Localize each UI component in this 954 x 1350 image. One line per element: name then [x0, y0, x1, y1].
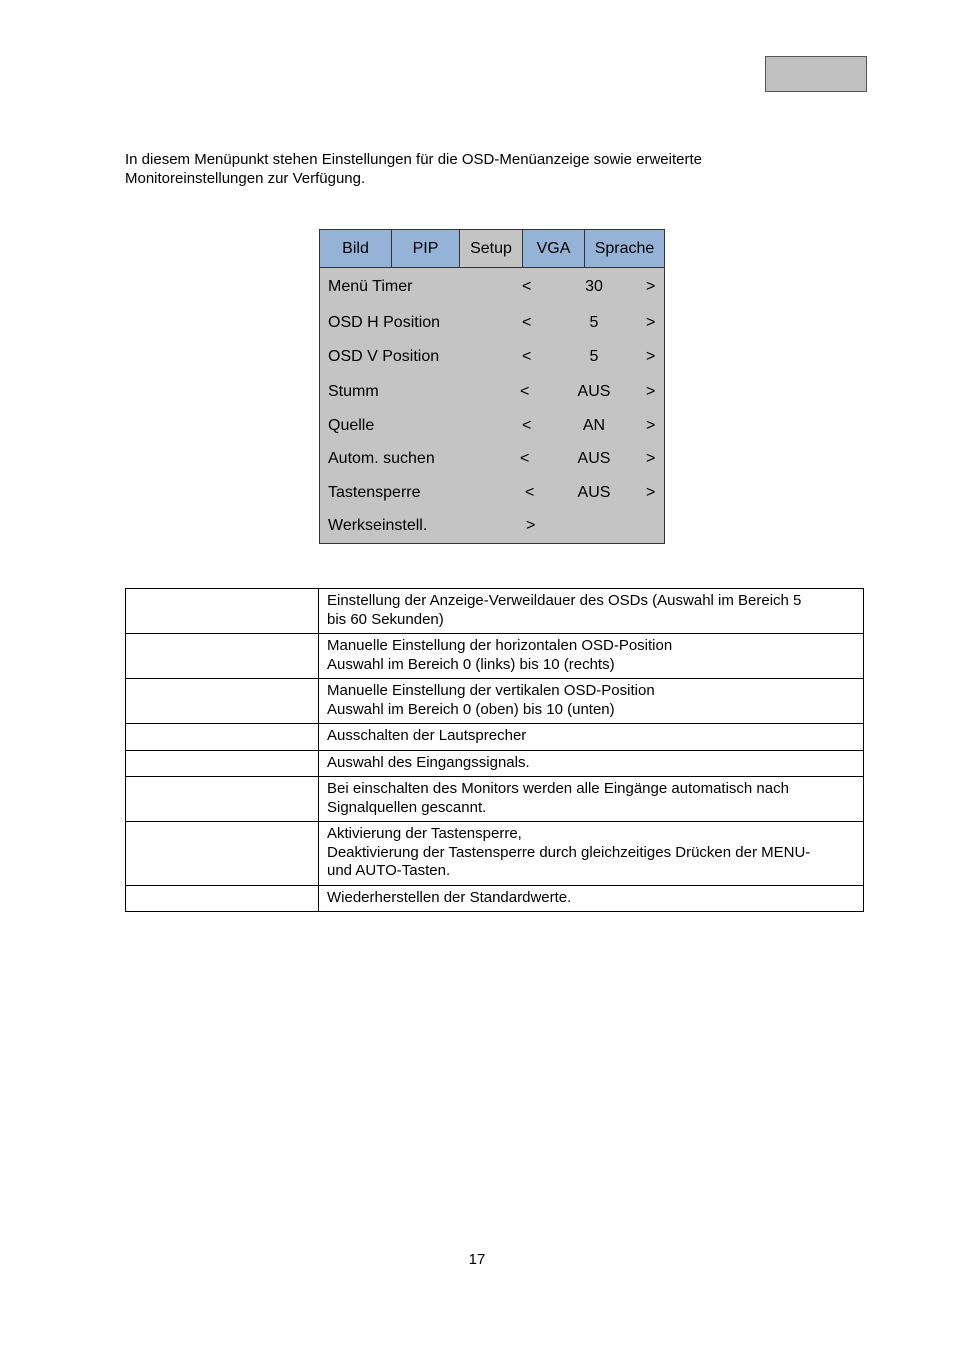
osd-item-autom-suchen[interactable] — [320, 450, 664, 470]
description-line: Einstellung der Anzeige-Verweildauer des OSDs (Auswahl im Bereich 5 — [327, 592, 802, 609]
table-row — [126, 679, 864, 724]
intro-line-2: Monitoreinstellungen zur Verfügung. — [125, 170, 366, 187]
osd-item-menu-timer[interactable] — [320, 278, 664, 298]
increase-arrow[interactable]: > — [646, 417, 656, 434]
description-line: Auswahl des Eingangssignals. — [327, 753, 530, 771]
tab-pip[interactable]: PIP — [392, 230, 460, 267]
setting-name-cell — [126, 750, 319, 777]
setting-description-cell — [319, 634, 864, 679]
increase-arrow[interactable]: > — [646, 484, 656, 501]
osd-item-label: Tastensperre — [328, 484, 421, 501]
description-line: Ausschalten der Lautsprecher — [327, 727, 527, 744]
setting-name-cell — [126, 634, 319, 679]
language-tab-box — [765, 56, 867, 92]
tab-setup[interactable]: Setup — [460, 230, 523, 267]
setting-description-cell — [319, 589, 864, 634]
osd-item-value: AUS — [577, 383, 611, 400]
osd-item-label: Menü Timer — [328, 278, 413, 295]
setting-name-cell — [126, 724, 319, 751]
increase-arrow[interactable]: > — [646, 383, 656, 400]
table-row — [126, 750, 864, 777]
description-line: Manuelle Einstellung der horizontalen OSD-Position — [327, 637, 673, 654]
decrease-arrow[interactable]: < — [520, 450, 530, 467]
tab-bild[interactable]: Bild — [320, 230, 392, 267]
setting-description-cell — [319, 777, 864, 822]
decrease-arrow[interactable]: < — [522, 417, 532, 434]
osd-item-label: Stumm — [328, 383, 379, 400]
description-line: Signalquellen gescannt. — [327, 798, 487, 816]
osd-item-osd-h-position[interactable] — [320, 314, 664, 334]
osd-item-werkseinstell[interactable] — [320, 517, 664, 537]
osd-item-value: AUS — [577, 484, 611, 501]
description-line: und AUTO-Tasten. — [327, 862, 451, 879]
description-line: Auswahl im Bereich 0 (oben) bis 10 (unten) — [327, 700, 615, 718]
setting-description-cell — [319, 724, 864, 751]
setting-description-cell — [319, 679, 864, 724]
osd-item-stumm[interactable] — [320, 383, 664, 403]
osd-item-quelle[interactable] — [320, 417, 664, 437]
osd-item-label: OSD H Position — [328, 314, 441, 331]
setting-description-cell — [319, 750, 864, 777]
decrease-arrow[interactable]: < — [522, 314, 532, 331]
setting-description-cell — [319, 822, 864, 886]
decrease-arrow[interactable]: < — [522, 278, 532, 295]
osd-item-value: 5 — [589, 314, 599, 331]
description-line: Manuelle Einstellung der vertikalen OSD-Position — [327, 682, 655, 699]
osd-item-value: AN — [582, 417, 606, 434]
intro-line-1: In diesem Menüpunkt stehen Einstellungen für die OSD-Menüanzeige sowie erweiterte — [125, 151, 702, 168]
osd-item-value: 5 — [589, 348, 599, 365]
osd-item-value: 30 — [585, 278, 603, 295]
osd-item-label: Werkseinstell. — [328, 517, 428, 534]
table-row — [126, 589, 864, 634]
table-row — [126, 885, 864, 912]
setting-name-cell — [126, 885, 319, 912]
page-number: 17 — [468, 1251, 486, 1268]
enter-arrow[interactable]: > — [526, 517, 536, 534]
description-line: bis 60 Sekunden) — [327, 610, 444, 628]
settings-description-table — [125, 588, 864, 912]
table-row — [126, 724, 864, 751]
decrease-arrow[interactable]: < — [525, 484, 535, 501]
osd-item-tastensperre[interactable] — [320, 484, 664, 504]
increase-arrow[interactable]: > — [646, 314, 656, 331]
decrease-arrow[interactable]: < — [522, 348, 532, 365]
osd-item-label: Autom. suchen — [328, 450, 435, 467]
description-line: Wiederherstellen der Standardwerte. — [327, 888, 572, 906]
tab-sprache[interactable]: Sprache — [585, 230, 664, 267]
osd-item-label: OSD V Position — [328, 348, 440, 365]
table-row — [126, 777, 864, 822]
osd-menu — [319, 229, 665, 544]
description-line: Auswahl im Bereich 0 (links) bis 10 (rechts) — [327, 655, 615, 673]
setting-description-cell — [319, 885, 864, 912]
increase-arrow[interactable]: > — [646, 348, 656, 365]
decrease-arrow[interactable]: < — [520, 383, 530, 400]
osd-item-label: Quelle — [328, 417, 375, 434]
increase-arrow[interactable]: > — [646, 278, 656, 295]
setting-name-cell — [126, 822, 319, 886]
tab-vga[interactable]: VGA — [523, 230, 585, 267]
increase-arrow[interactable]: > — [646, 450, 656, 467]
setting-name-cell — [126, 679, 319, 724]
osd-item-value: AUS — [577, 450, 611, 467]
osd-tab-bar — [320, 230, 664, 268]
table-row — [126, 634, 864, 679]
setting-name-cell — [126, 589, 319, 634]
description-line: Bei einschalten des Monitors werden alle Eingänge automatisch nach — [327, 780, 789, 797]
setting-name-cell — [126, 777, 319, 822]
osd-item-osd-v-position[interactable] — [320, 348, 664, 368]
description-line: Deaktivierung der Tastensperre durch gleichzeitiges Drücken der MENU- — [327, 843, 811, 861]
intro-paragraph — [125, 150, 825, 188]
description-line: Aktivierung der Tastensperre, — [327, 825, 522, 842]
table-row — [126, 822, 864, 886]
